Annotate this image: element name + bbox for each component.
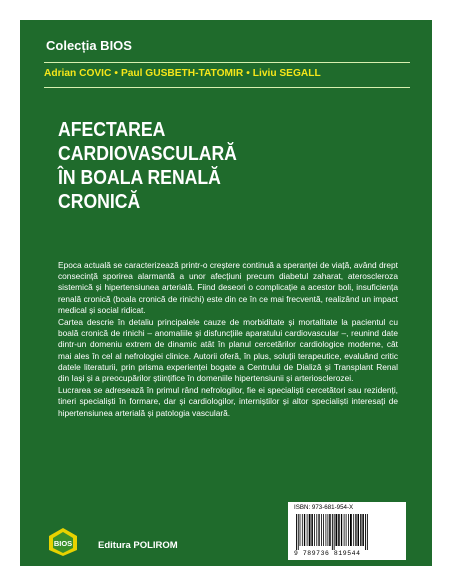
barcode-bar [332,514,333,550]
author-1: Adrian COVIC [44,68,112,79]
barcode-bar [302,514,303,546]
barcode-bar [336,514,338,546]
book-title [58,118,350,214]
back-cover [20,20,432,566]
author-line [44,68,414,79]
title-line: ÎN BOALA RENALĂ [58,166,221,189]
author-separator: • [246,68,250,79]
blurb-paragraph: Cartea descrie în detaliu principalele cauze de morbiditate și mortalitate la pacientul cu boală cronică de rinichi – anomaliile și disfuncțiile aparatului cardiovascular –, reunind date dintr-un domeniu extrem de dinamic atât în planul cercetărilor cardiologice moderne, cât mai ales în cel al nefrologiei clinice. Autorii oferă, în plus, soluții terapeutice, evaluând critic datele literaturii, prin prisma experienței bogate a Centrului de Dializă și Transplant Renal din Iași și a preocupărilor științifice în domeniile hipertensiunii și arteriosclerozei. [58,317,398,384]
barcode-bar [307,514,308,546]
blurb [58,260,398,420]
author-3: Liviu SEGALL [252,68,321,79]
barcode-bar [355,514,356,546]
barcode-bar [338,514,340,546]
barcode-bar [314,514,315,546]
barcode-bar [318,514,319,546]
publisher-name: Editura POLIROM [98,540,178,551]
barcode-bar [350,514,352,546]
divider-bottom [44,87,410,88]
series-name: Colecția BIOS [46,38,132,53]
barcode-bar [326,514,327,546]
divider-top [44,62,410,63]
barcode-icon [294,514,400,550]
barcode-bar [316,514,317,546]
author-2: Paul GUSBETH-TATOMIR [120,68,244,79]
barcode-bar [341,514,342,546]
barcode-bar [346,514,347,546]
barcode-bar [329,514,331,546]
isbn-number: ISBN: 973-681-954-X [294,504,354,511]
ean-number: 9 789736 819544 [294,550,361,557]
barcode-bar [328,514,329,546]
barcode-bar [353,514,354,546]
barcode-bar [304,514,305,546]
barcode-bar [300,514,301,546]
title-line: AFECTAREA [58,118,166,141]
bios-logo-icon [48,527,78,557]
barcode-bar [358,514,360,546]
barcode-bar [365,514,366,550]
barcode-bar [348,514,349,546]
barcode-bar [367,514,368,550]
title-line: CRONICĂ [58,190,141,213]
barcode-bar [311,514,313,546]
barcode-bar [344,514,345,546]
barcode-bar [362,514,364,546]
blurb-paragraph: Epoca actuală se caracterizează printr-o creștere continuă a speranței de viață, având drept consecință sporirea alarmantă a unor afecțiuni precum diabetul zaharat, ateroscleroza sistemică și hipertensiunea arterială. Fiind deseori o complicație a acestor boli, insuficiența renală cronică (boala cronică de rinichi) este din ce în ce mai frecventă, realizând un impact medical și social ridicat. [58,260,398,315]
barcode-bar [296,514,297,550]
barcode-bar [298,514,299,550]
author-separator: • [114,68,118,79]
barcode-bar [360,514,361,546]
title-line: CARDIOVASCULARĂ [58,142,237,165]
barcode-bar [334,514,335,550]
logo-text: BIOS [53,539,73,548]
blurb-paragraph: Lucrarea se adresează în primul rând nefrologilor, fie ei specialiști cercetători sau rezidenți, tineri specialiști în formare, dar și cardiologilor, interniștilor și altor specialiști interesați de hipertensiunea arterială și patologia vasculară. [58,385,398,418]
barcode-bar [321,514,322,546]
bios-logo [48,527,78,557]
barcode-bar [323,514,324,546]
isbn-block [288,502,406,560]
barcode-bar [309,514,311,546]
